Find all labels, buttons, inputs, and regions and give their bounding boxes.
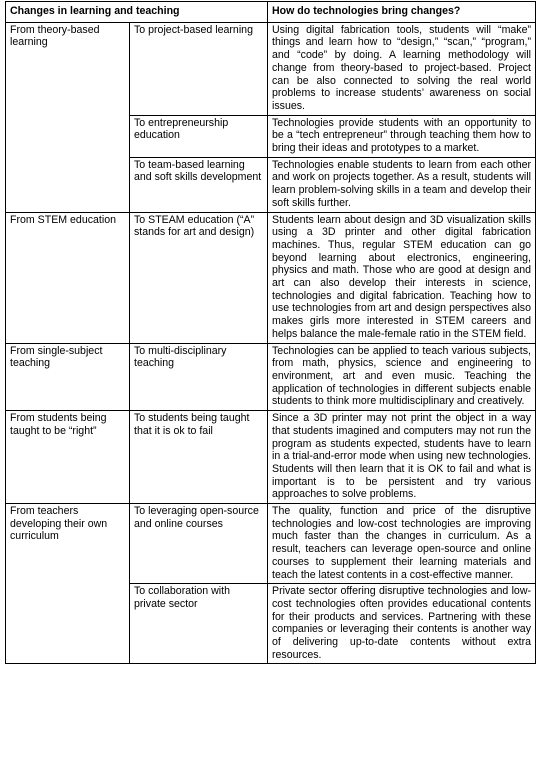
how-cell: The quality, function and price of the disruptive technologies and low-cost technologies are improving much faster than the changes in curriculum. As a result, teachers can leverage open-source and online courses to supplement their learning materials and teach the latest contents in a cost-effective manner. <box>268 504 536 584</box>
to-cell: To entrepreneurship education <box>130 115 268 157</box>
to-cell: To leveraging open-source and online courses <box>130 504 268 584</box>
to-cell: To project-based learning <box>130 22 268 115</box>
how-cell: Using digital fabrication tools, students will “make” things and learn how to “design,” “scan,” “program,” and “code” by doing. A learning methodology will change from theory-based to project-based. Project can be also connected to solving the real world problems to increase students’ awareness on social issues. <box>268 22 536 115</box>
how-cell: Technologies provide students with an opportunity to be a “tech entrepreneur” through teaching them how to bring their ideas and prototypes to a market. <box>268 115 536 157</box>
from-cell: From STEM education <box>6 212 130 343</box>
table-row <box>6 411 536 504</box>
how-cell: Technologies enable students to learn from each other and work on projects together. As a result, students will learn problem-solving skills in a team and develop their soft skills further. <box>268 157 536 212</box>
from-cell: From students being taught to be “right” <box>6 411 130 504</box>
to-cell: To team-based learning and soft skills development <box>130 157 268 212</box>
how-cell: Technologies can be applied to teach various subjects, from math, physics, science and engineering to environment, art and even music. Teaching the application of technologies in different subjects enable students to think more multidisciplinary and creatively. <box>268 343 536 411</box>
table-row <box>6 504 536 584</box>
to-cell: To collaboration with private sector <box>130 584 268 664</box>
to-cell: To students being taught that it is ok to fail <box>130 411 268 504</box>
how-cell: Students learn about design and 3D visualization skills using a 3D printer and other digital fabrication machines. Thus, regular STEM education can go beyond learning about electronics, engineering, physics and math. Those who are good at design and art can also develop their interests in science, technologies and digital fabrication. Teaching how to use technologies from art and design perspectives also makes girls more interested in STEM careers and helps balance the male-female ratio in the STEM field. <box>268 212 536 343</box>
header-row <box>6 2 536 23</box>
header-changes: Changes in learning and teaching <box>6 2 268 23</box>
how-cell: Private sector offering disruptive technologies and low-cost technologies often provides educational contents for their products and services. Partnering with these companies or leveraging their contents is another way of delivering up-to-date contents without extra resources. <box>268 584 536 664</box>
table-row <box>6 22 536 115</box>
table-row <box>6 343 536 411</box>
table-row <box>6 212 536 343</box>
to-cell: To STEAM education (“A” stands for art and design) <box>130 212 268 343</box>
changes-table <box>5 1 536 664</box>
from-cell: From single-subject teaching <box>6 343 130 411</box>
from-cell: From teachers developing their own curriculum <box>6 504 130 664</box>
header-how: How do technologies bring changes? <box>268 2 536 23</box>
from-cell: From theory-based learning <box>6 22 130 212</box>
to-cell: To multi-disciplinary teaching <box>130 343 268 411</box>
how-cell: Since a 3D printer may not print the object in a way that students imagined and computers may not run the program as students expected, students have to learn in a trial-and-error mode when using new technologies. Students will then learn that it is OK to fail and what is important is to be persistent and try various approaches to solve problems. <box>268 411 536 504</box>
